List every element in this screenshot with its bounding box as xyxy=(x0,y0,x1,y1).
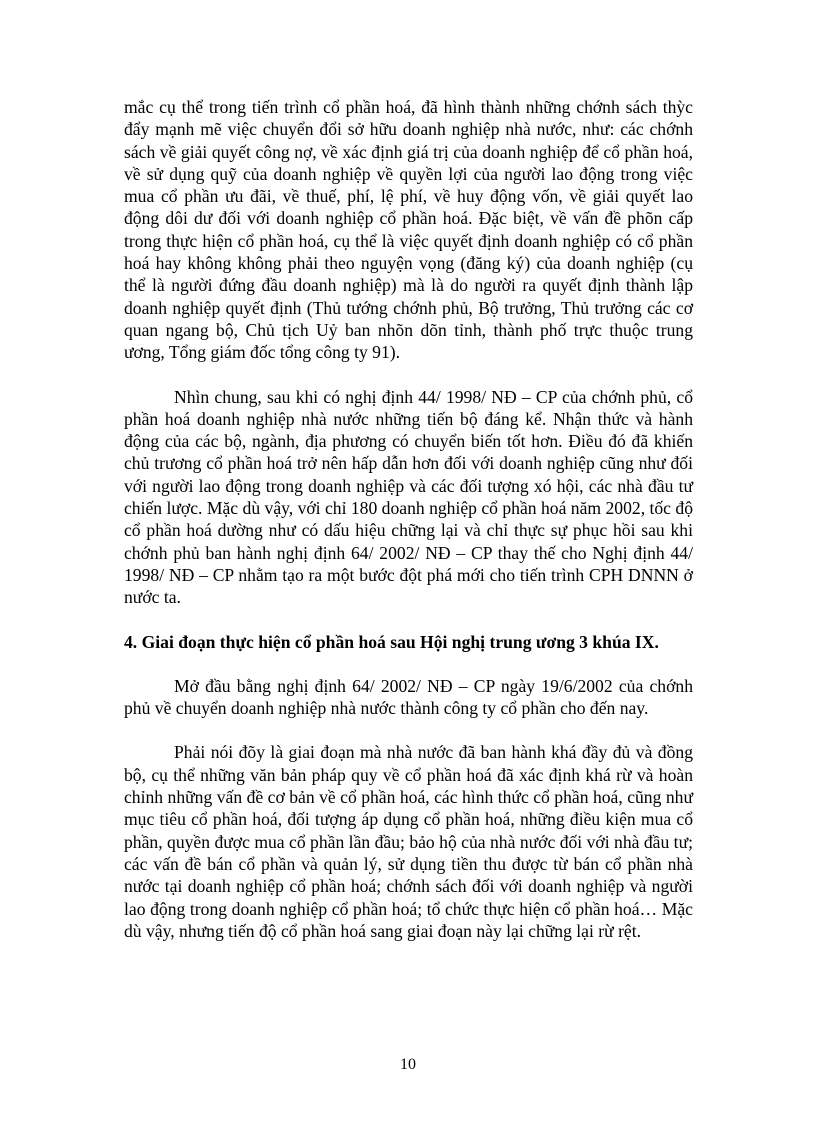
document-body xyxy=(124,96,693,942)
paragraph-current-stage: Phải nói đõy là giai đoạn mà nhà nước đã ban hành khá đầy đủ và đồng bộ, cụ thể những văn bản pháp quy về cổ phần hoá đã xác định khá rừ và hoàn chỉnh những vấn đề cơ bản về cổ phần hoá, các hình thức cổ phần hoá, cũng như mục tiêu cổ phần hoá, đối tượng áp dụng cổ phần hoá, những điều kiện mua cổ phần, quyền được mua cổ phần lần đầu; bảo hộ của nhà nước đối với nhà đầu tư; các vấn đề bán cổ phần và quản lý, sử dụng tiền thu được từ bán cổ phần nhà nước tại doanh nghiệp cổ phần hoá; chớnh sách đối với doanh nghiệp và người lao động trong doanh nghiệp cổ phần hoá; tổ chức thực hiện cổ phần hoá… Mặc dù vậy, nhưng tiến độ cổ phần hoá sang giai đoạn này lại chững lại rừ rệt. xyxy=(124,742,693,941)
section-heading: 4. Giai đoạn thực hiện cổ phần hoá sau Hội nghị trung ương 3 khúa IX. xyxy=(124,631,659,652)
paragraph-decree-64: Mở đầu bằng nghị định 64/ 2002/ NĐ – CP ngày 19/6/2002 của chớnh phủ về chuyển doanh nghiệp nhà nước thành công ty cổ phần cho đến nay. xyxy=(124,675,693,719)
paragraph-decree-44: Nhìn chung, sau khi có nghị định 44/ 1998/ NĐ – CP của chớnh phủ, cổ phần hoá doanh nghiệp nhà nước những tiến bộ đáng kể. Nhận thức và hành động của các bộ, ngành, địa phương có chuyển biến tốt hơn. Điều đó đã khiến chủ trương cổ phần hoá trở nên hấp dẫn hơn đối với doanh nghiệp cũng như đối với người lao động trong doanh nghiệp và các đối tượng xó hội, các nhà đầu tư chiến lược. Mặc dù vậy, với chỉ 180 doanh nghiệp cổ phần hoá năm 2002, tốc độ cổ phần hoá dường như có dấu hiệu chững lại và chỉ thực sự phục hồi sau khi chớnh phủ ban hành nghị định 64/ 2002/ NĐ – CP thay thế cho Nghị định 44/ 1998/ NĐ – CP nhằm tạo ra một bước đột phá mới cho tiến trình CPH DNNN ở nước ta. xyxy=(124,386,693,608)
paragraph-policies: mắc cụ thể trong tiến trình cổ phần hoá, đã hình thành những chớnh sách thỳc đẩy mạnh mẽ việc chuyển đổi sở hữu doanh nghiệp nhà nước, như: các chớnh sách về giải quyết công nợ, về xác định giá trị của doanh nghiệp để cổ phần hoá, về sử dụng quỹ của doanh nghiệp về quyền lợi của người lao động trong việc mua cổ phần ưu đãi, về thuế, phí, lệ phí, về huy động vốn, về giải quyết lao động dôi dư đối với doanh nghiệp cổ phần hoá. Đặc biệt, về vấn đề phõn cấp trong thực hiện cổ phần hoá, cụ thể là việc quyết định doanh nghiệp có cổ phần hoá hay không không phải theo nguyện vọng (đăng ký) của doanh nghiệp (cụ thể là người đứng đầu doanh nghiệp) mà là do người ra quyết định thành lập doanh nghiệp quyết định (Thủ tướng chớnh phủ, Bộ trưởng, Thủ trưởng các cơ quan ngang bộ, Chủ tịch Uỷ ban nhõn dõn tỉnh, thành phố trực thuộc trung ương, Tổng giám đốc tổng công ty 91). xyxy=(124,97,693,363)
page-number: 10 xyxy=(400,1056,416,1073)
